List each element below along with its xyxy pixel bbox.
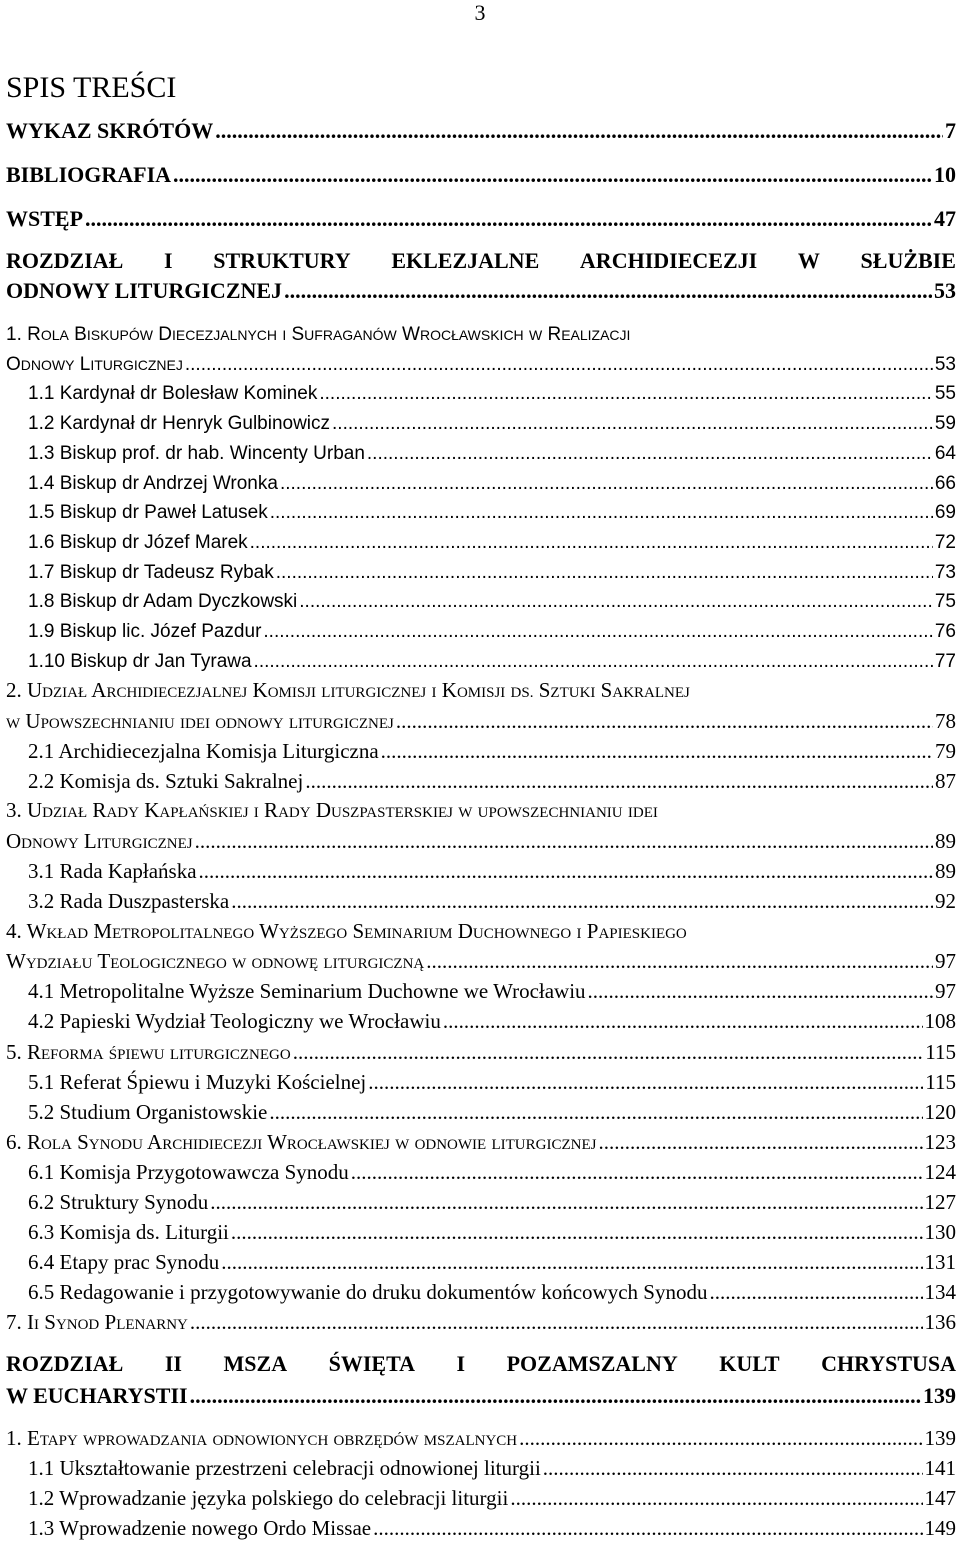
toc-entry-page: 47 [934,206,956,231]
toc-entry-title: 1.3 Biskup prof. dr hab. Wincenty Urban [28,443,365,464]
toc-entry[interactable] [6,162,956,188]
toc-entry-title: 1.7 Biskup dr Tadeusz Rybak [28,562,274,583]
dot-leader [85,206,932,232]
dot-leader [305,769,933,794]
toc-entry[interactable] [6,1426,956,1451]
dot-leader [221,1250,922,1275]
dot-leader [270,502,933,524]
toc-entry-page: 79 [935,739,956,763]
toc-entry-page: 66 [934,473,956,494]
toc-entry[interactable] [28,443,956,465]
dot-leader [250,532,933,554]
toc-entry-page: 7 [945,118,956,143]
dot-leader [231,1220,923,1245]
toc-entry-title: 1.1 Ukształtowanie przestrzeni celebracji odnowionej liturgii [28,1456,541,1480]
dot-leader [332,413,933,435]
toc-entry-page: 75 [934,591,956,612]
toc-entry[interactable] [28,1456,956,1481]
toc-entry[interactable] [6,829,956,854]
dot-leader [319,383,932,405]
toc-entry-page: 123 [924,1130,956,1154]
dot-leader [426,949,933,974]
toc-entry[interactable] [28,1160,956,1185]
toc-entry-title: 1.10 Biskup dr Jan Tyrawa [28,651,252,672]
toc-entry-title: W EUCHARYSTII [6,1383,188,1408]
toc-entry-page: 136 [924,1310,956,1334]
toc-entry-page: 149 [924,1516,956,1540]
dot-leader [190,1383,921,1409]
toc-entry-page: 72 [934,532,956,553]
dot-leader [709,1280,922,1305]
toc-entry[interactable] [28,383,956,405]
toc-entry[interactable] [28,1486,956,1511]
toc-entry-title: 1.9 Biskup lic. Józef Pazdur [28,621,262,642]
dot-leader [543,1456,923,1481]
toc-entry-page: 92 [935,889,956,913]
toc-entry[interactable] [28,1250,956,1275]
dot-leader [190,1310,923,1335]
toc-entry[interactable] [6,1383,956,1409]
toc-entry-title: 1.1 Kardynał dr Bolesław Kominek [28,383,318,404]
toc-entry-title: 1.8 Biskup dr Adam Dyczkowski [28,591,298,612]
page-number: 3 [474,0,486,25]
toc-entry-page: 87 [935,769,956,793]
toc-entry[interactable] [28,1100,956,1125]
toc-entry[interactable] [28,1070,956,1095]
toc-entry-line1: 4. WKŁAD METROPOLITALNEGO WYŻSZEGO SEMINARIUM DUCHOWNEGO I PAPIESKIEGO [6,919,687,943]
dot-leader [519,1426,922,1451]
toc-entry[interactable] [28,1516,956,1541]
toc-entry-page: 69 [934,502,956,523]
toc-entry-title: WSTĘP [6,206,84,231]
dot-leader [254,651,933,673]
dot-leader [199,859,933,884]
toc-entry-title: 6. ROLA SYNODU ARCHIDIECEZJI WROCŁAWSKIEJ W ODNOWIE LITURGICZNEJ [6,1130,597,1154]
dot-leader [280,473,933,495]
toc-entry-title: W UPOWSZECHNIANIU IDEI ODNOWY LITURGICZNEJ [6,709,394,733]
dot-leader [195,829,933,854]
toc-entry-title: 6.1 Komisja Przygotowawcza Synodu [28,1160,349,1184]
toc-entry[interactable] [28,413,956,435]
toc-entry-line1: ROZDZIAŁ I STRUKTURY EKLEZJALNE ARCHIDIECEZJI W SŁUŻBIE [6,248,956,273]
toc-entry[interactable] [28,532,956,554]
toc-entry-page: 115 [925,1040,956,1064]
toc-entry-page: 53 [934,354,956,375]
dot-leader [284,278,932,304]
toc-entry[interactable] [28,562,956,584]
toc-entry-page: 55 [934,383,956,404]
toc-entry[interactable] [6,949,956,974]
toc-entry-line1: 3. UDZIAŁ RADY KAPŁAŃSKIEJ I RADY DUSZPASTERSKIEJ W UPOWSZECHNIANIU IDEI [6,798,658,822]
toc-entry-page: 108 [924,1009,956,1033]
dot-leader [276,562,933,584]
toc-entry-page: 97 [935,979,956,1003]
toc-entry[interactable] [6,1130,956,1155]
toc-entry-title: ODNOWY LITURGICZNEJ [6,278,283,303]
toc-entry-title: 1.2 Wprowadzanie języka polskiego do celebracji liturgii [28,1486,509,1510]
toc-entry-title: BIBLIOGRAFIA [6,162,172,187]
toc-entry-page: 134 [924,1280,956,1304]
dot-leader [231,889,933,914]
toc-entry-page: 141 [924,1456,956,1480]
page-title: SPIS TREŚCI [6,71,177,104]
toc-entry[interactable] [28,621,956,643]
toc-entry-title: 6.2 Struktury Synodu [28,1190,209,1214]
dot-leader [373,1516,922,1541]
toc-entry[interactable] [6,1310,956,1335]
toc-entry-page: 147 [924,1486,956,1510]
toc-entry-page: 53 [934,278,956,303]
toc-entry-title: WYDZIAŁU TEOLOGICZNEGO W ODNOWĘ LITURGICZNĄ [6,949,425,973]
dot-leader [443,1009,923,1034]
toc-entry[interactable] [28,502,956,524]
toc-entry-title: 5.1 Referat Śpiewu i Muzyki Kościelnej [28,1070,367,1094]
dot-leader [598,1130,922,1155]
toc-entry-page: 64 [934,443,956,464]
toc-entry-page: 76 [934,621,956,642]
toc-entry-title: 6.3 Komisja ds. Liturgii [28,1220,229,1244]
toc-entry-page: 131 [924,1250,956,1274]
toc-entry-line1: 2. UDZIAŁ ARCHIDIECEZJALNEJ KOMISJI LITURGICZNEJ I KOMISJI DS. SZTUKI SAKRALNEJ [6,678,690,702]
toc-entry-page: 10 [934,162,956,187]
toc-entry-page: 89 [935,859,956,883]
toc-entry[interactable] [6,118,956,144]
toc-entry-title: 1.6 Biskup dr Józef Marek [28,532,248,553]
toc-entry-page: 78 [935,709,956,733]
toc-entry-title: 2.2 Komisja ds. Sztuki Sakralnej [28,769,304,793]
toc-entry-title: WYKAZ SKRÓTÓW [6,118,214,143]
toc-entry[interactable] [28,1190,956,1215]
toc-entry-page: 139 [923,1383,956,1408]
toc-entry-title: 4.2 Papieski Wydział Teologiczny we Wrocławiu [28,1009,441,1033]
toc-entry-title: 6.4 Etapy prac Synodu [28,1250,220,1274]
toc-entry[interactable] [28,769,956,794]
toc-entry[interactable] [28,591,956,613]
dot-leader [269,1100,922,1125]
toc-entry-line1: 1. ROLA BISKUPÓW DIECEZJALNYCH I SUFRAGANÓW WROCŁAWSKICH W REALIZACJI [6,324,631,345]
toc-entry-title: 5.2 Studium Organistowskie [28,1100,268,1124]
toc-entry[interactable] [28,651,956,673]
dot-leader [381,739,933,764]
toc-entry-line1: ROZDZIAŁ II MSZA ŚWIĘTA I POZAMSZALNY KULT CHRYSTUSA [6,1351,956,1376]
toc-entry-title: 1.3 Wprowadzenie nowego Ordo Missae [28,1516,372,1540]
toc-entry[interactable] [6,1040,956,1065]
toc-entry-title: 1. ETAPY WPROWADZANIA ODNOWIONYCH OBRZĘDÓW MSZALNYCH [6,1426,518,1450]
toc-entry-page: 77 [934,651,956,672]
toc-entry-title: 1.4 Biskup dr Andrzej Wronka [28,473,278,494]
toc-entry[interactable] [28,859,956,884]
toc-entry-page: 124 [924,1160,956,1184]
dot-leader [396,709,933,734]
toc-entry[interactable] [28,889,956,914]
toc-entry-title: 6.5 Redagowanie i przygotowywanie do druku dokumentów końcowych Synodu [28,1280,708,1304]
toc-entry-page: 59 [934,413,956,434]
toc-entry-title: 5. REFORMA ŚPIEWU LITURGICZNEGO [6,1040,291,1064]
toc-entry[interactable] [6,278,956,304]
toc-entry-page: 97 [935,949,956,973]
toc-entry-title: 3.2 Rada Duszpasterska [28,889,230,913]
toc-entry[interactable] [28,1280,956,1305]
toc-entry-page: 120 [924,1100,956,1124]
dot-leader [510,1486,922,1511]
toc-entry[interactable] [28,739,956,764]
toc-entry[interactable] [6,354,956,376]
toc-entry-title: 3.1 Rada Kapłańska [28,859,197,883]
dot-leader [293,1040,924,1065]
dot-leader [173,162,932,188]
toc-entry[interactable] [6,206,956,232]
dot-leader [351,1160,923,1185]
dot-leader [299,591,933,613]
dot-leader [210,1190,922,1215]
dot-leader [588,979,933,1004]
dot-leader [368,1070,923,1095]
toc-entry-title: 1.5 Biskup dr Paweł Latusek [28,502,268,523]
toc-entry-page: 139 [924,1426,956,1450]
toc-entry[interactable] [28,473,956,495]
toc-entry-title: 7. II SYNOD PLENARNY [6,1310,188,1334]
dot-leader [263,621,932,643]
dot-leader [367,443,933,465]
dot-leader [215,118,943,144]
toc-entry-title: 2.1 Archidiecezjalna Komisja Liturgiczna [28,739,379,763]
toc-entry[interactable] [28,1220,956,1245]
toc-entry[interactable] [28,1009,956,1034]
toc-entry-page: 73 [934,562,956,583]
dot-leader [185,354,933,376]
toc-entry-title: ODNOWY LITURGICZNEJ [6,829,193,853]
toc-entry[interactable] [6,709,956,734]
toc-entry-page: 127 [924,1190,956,1214]
toc-entry-title: 1.2 Kardynał dr Henryk Gulbinowicz [28,413,331,434]
toc-entry-page: 115 [925,1070,956,1094]
toc-entry-title: ODNOWY LITURGICZNEJ [6,354,183,375]
toc-entry-title: 4.1 Metropolitalne Wyższe Seminarium Duchowne we Wrocławiu [28,979,586,1003]
toc-entry-page: 130 [924,1220,956,1244]
toc-entry[interactable] [28,979,956,1004]
toc-entry-page: 89 [935,829,956,853]
